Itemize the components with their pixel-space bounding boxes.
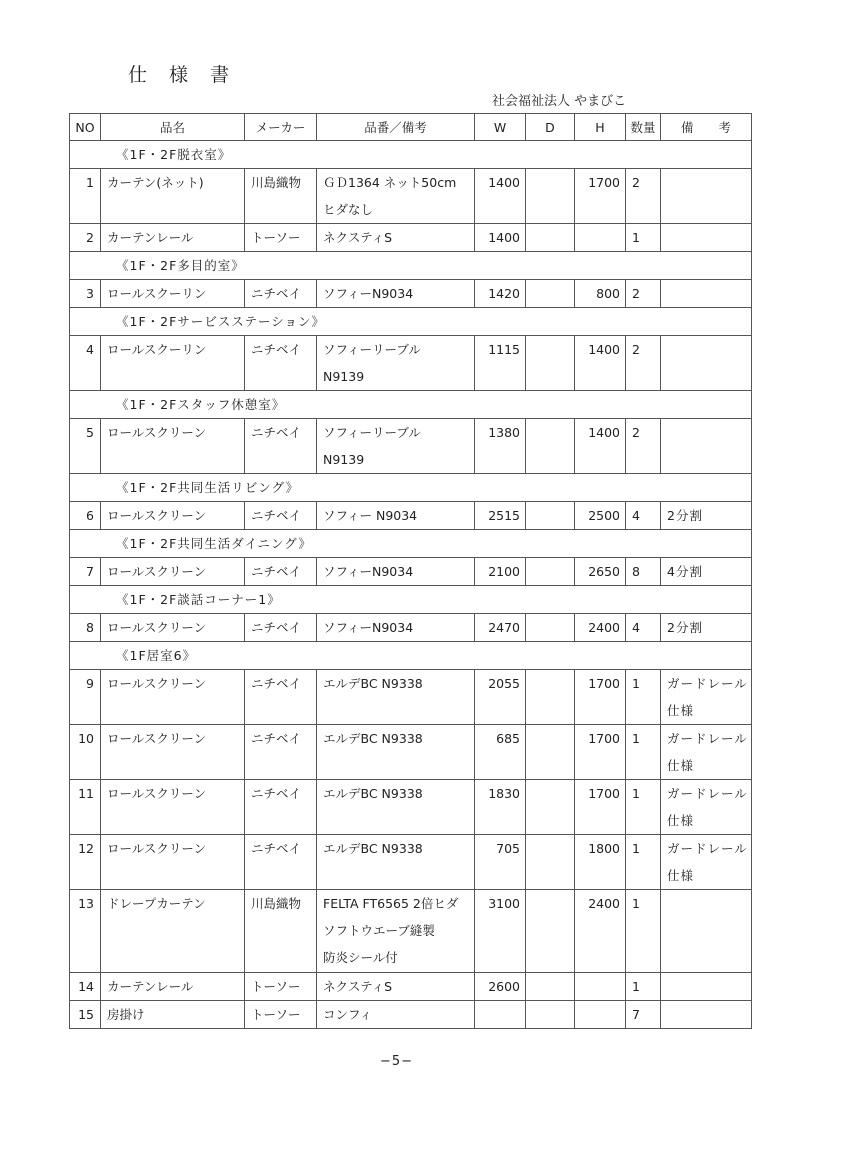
cell-part — [317, 419, 475, 474]
table-row — [70, 780, 752, 835]
header-w: W — [475, 114, 526, 141]
table-row — [70, 725, 752, 780]
cell-no: 4 — [70, 336, 101, 391]
cell-part-line: 防炎シール付 — [323, 950, 398, 965]
cell-part-line: N9139 — [323, 452, 365, 467]
cell-part-line: ネクスティS — [323, 230, 393, 245]
cell-part-line: コンフィ — [323, 1007, 373, 1022]
table-row — [70, 336, 752, 391]
table-row — [70, 502, 752, 530]
cell-no: 6 — [70, 502, 101, 530]
header-remarks: 備 考 — [661, 114, 752, 141]
cell-h: 1400 — [575, 336, 626, 391]
cell-d — [526, 725, 575, 780]
organization-name: 社会福祉法人 やまびこ — [492, 94, 627, 109]
cell-h: 1700 — [575, 725, 626, 780]
cell-name: ドレープカーテン — [101, 890, 245, 973]
cell-w: 1115 — [475, 336, 526, 391]
cell-name: ロールスクリーン — [101, 725, 245, 780]
cell-part-line: ソフィー N9034 — [323, 508, 418, 523]
cell-w: 2515 — [475, 502, 526, 530]
cell-d — [526, 419, 575, 474]
cell-no: 7 — [70, 558, 101, 586]
header-qty: 数量 — [626, 114, 661, 141]
table-row — [70, 670, 752, 725]
cell-part-line: エルデBC N9338 — [323, 731, 423, 746]
cell-remarks-line: ガードレール — [667, 841, 748, 856]
cell-maker: ニチベイ — [245, 725, 317, 780]
section-row — [70, 642, 752, 670]
cell-name: ロールスクリーン — [101, 835, 245, 890]
cell-h: 1700 — [575, 780, 626, 835]
cell-w: 705 — [475, 835, 526, 890]
header-h: H — [575, 114, 626, 141]
section-row — [70, 530, 752, 558]
cell-no: 11 — [70, 780, 101, 835]
cell-qty: 2 — [626, 169, 661, 224]
cell-name: ロールスクーリン — [101, 280, 245, 308]
section-row — [70, 391, 752, 419]
cell-name: カーテンレール — [101, 224, 245, 252]
cell-part — [317, 1001, 475, 1029]
cell-part-line: ソフィーN9034 — [323, 564, 414, 579]
cell-d — [526, 169, 575, 224]
cell-remarks-line: 仕様 — [667, 758, 695, 773]
header-no: NO — [70, 114, 101, 141]
cell-remarks — [661, 780, 752, 835]
cell-w: 1830 — [475, 780, 526, 835]
cell-maker: ニチベイ — [245, 558, 317, 586]
cell-h: 2650 — [575, 558, 626, 586]
cell-w: 2055 — [475, 670, 526, 725]
section-heading: 《1F・2F脱衣室》 — [70, 141, 752, 169]
cell-part — [317, 224, 475, 252]
cell-no: 9 — [70, 670, 101, 725]
cell-d — [526, 973, 575, 1001]
cell-remarks — [661, 835, 752, 890]
table-row — [70, 280, 752, 308]
cell-h: 1700 — [575, 670, 626, 725]
cell-maker: トーソー — [245, 973, 317, 1001]
cell-part — [317, 835, 475, 890]
cell-qty: 7 — [626, 1001, 661, 1029]
cell-h: 2400 — [575, 614, 626, 642]
spec-table — [69, 113, 752, 1029]
cell-remarks-line: ガードレール — [667, 731, 748, 746]
cell-d — [526, 224, 575, 252]
cell-qty: 4 — [626, 614, 661, 642]
table-row — [70, 169, 752, 224]
cell-remarks-line: 2分割 — [667, 620, 703, 635]
cell-no: 10 — [70, 725, 101, 780]
cell-remarks — [661, 224, 752, 252]
section-row — [70, 252, 752, 280]
table-row — [70, 419, 752, 474]
cell-d — [526, 780, 575, 835]
cell-d — [526, 614, 575, 642]
cell-qty: 1 — [626, 835, 661, 890]
cell-part — [317, 890, 475, 973]
cell-remarks-line: 仕様 — [667, 868, 695, 883]
cell-part-line: エルデBC N9338 — [323, 841, 423, 856]
cell-remarks — [661, 280, 752, 308]
cell-no: 8 — [70, 614, 101, 642]
cell-qty: 1 — [626, 890, 661, 973]
cell-maker: ニチベイ — [245, 280, 317, 308]
cell-part-line: N9139 — [323, 369, 365, 384]
cell-name: 房掛け — [101, 1001, 245, 1029]
cell-remarks — [661, 614, 752, 642]
cell-remarks — [661, 419, 752, 474]
cell-qty: 1 — [626, 973, 661, 1001]
cell-remarks — [661, 725, 752, 780]
cell-maker: ニチベイ — [245, 835, 317, 890]
cell-part — [317, 973, 475, 1001]
cell-qty: 1 — [626, 780, 661, 835]
cell-part — [317, 169, 475, 224]
cell-d — [526, 1001, 575, 1029]
cell-no: 14 — [70, 973, 101, 1001]
cell-part-line: FELTA FT6565 2倍ヒダ — [323, 896, 459, 911]
cell-part — [317, 280, 475, 308]
cell-part-line: エルデBC N9338 — [323, 676, 423, 691]
header-name: 品名 — [101, 114, 245, 141]
section-heading: 《1F・2Fサービスステーション》 — [70, 308, 752, 336]
cell-maker: ニチベイ — [245, 780, 317, 835]
cell-h — [575, 224, 626, 252]
section-row — [70, 474, 752, 502]
cell-remarks-line: 2分割 — [667, 508, 703, 523]
cell-part — [317, 725, 475, 780]
cell-remarks — [661, 1001, 752, 1029]
cell-h — [575, 973, 626, 1001]
cell-d — [526, 502, 575, 530]
section-row — [70, 141, 752, 169]
cell-w: 685 — [475, 725, 526, 780]
cell-remarks-line: ガードレール — [667, 786, 748, 801]
cell-remarks — [661, 973, 752, 1001]
cell-maker: トーソー — [245, 224, 317, 252]
cell-name: ロールスクリーン — [101, 502, 245, 530]
cell-no: 1 — [70, 169, 101, 224]
table-row — [70, 224, 752, 252]
cell-part-line: ソフィーリーブル — [323, 425, 421, 440]
table-row — [70, 558, 752, 586]
cell-maker: 川島織物 — [245, 169, 317, 224]
section-heading: 《1F・2F共同生活リビング》 — [70, 474, 752, 502]
cell-name: ロールスクリーン — [101, 670, 245, 725]
cell-maker: ニチベイ — [245, 502, 317, 530]
section-heading: 《1F・2F共同生活ダイニング》 — [70, 530, 752, 558]
cell-w: 1420 — [475, 280, 526, 308]
table-row — [70, 890, 752, 973]
cell-remarks-line: 仕様 — [667, 703, 695, 718]
cell-maker: ニチベイ — [245, 419, 317, 474]
cell-remarks — [661, 558, 752, 586]
cell-name: ロールスクリーン — [101, 614, 245, 642]
cell-maker: トーソー — [245, 1001, 317, 1029]
cell-h: 2500 — [575, 502, 626, 530]
cell-part-line: ヒダなし — [323, 202, 374, 217]
cell-maker: ニチベイ — [245, 336, 317, 391]
cell-qty: 8 — [626, 558, 661, 586]
cell-remarks — [661, 336, 752, 391]
cell-part — [317, 502, 475, 530]
cell-w: 1380 — [475, 419, 526, 474]
cell-d — [526, 890, 575, 973]
document-title: 仕様書 — [128, 64, 252, 86]
cell-remarks-line: 4分割 — [667, 564, 703, 579]
cell-name: カーテン(ネット) — [101, 169, 245, 224]
cell-part-line: エルデBC N9338 — [323, 786, 423, 801]
cell-no: 2 — [70, 224, 101, 252]
table-row — [70, 1001, 752, 1029]
cell-h — [575, 1001, 626, 1029]
header-part: 品番／備考 — [317, 114, 475, 141]
section-row — [70, 586, 752, 614]
cell-qty: 1 — [626, 725, 661, 780]
cell-w — [475, 1001, 526, 1029]
cell-maker: ニチベイ — [245, 670, 317, 725]
cell-d — [526, 670, 575, 725]
cell-w: 2470 — [475, 614, 526, 642]
cell-d — [526, 336, 575, 391]
section-heading: 《1F・2Fスタッフ休憩室》 — [70, 391, 752, 419]
cell-w: 3100 — [475, 890, 526, 973]
spec-table-body — [70, 141, 752, 1029]
header-maker: メーカー — [245, 114, 317, 141]
section-heading: 《1F居室6》 — [70, 642, 752, 670]
cell-d — [526, 835, 575, 890]
cell-d — [526, 280, 575, 308]
cell-remarks-line: 仕様 — [667, 813, 695, 828]
cell-no: 12 — [70, 835, 101, 890]
page-number: −5− — [380, 1054, 414, 1069]
cell-h: 1800 — [575, 835, 626, 890]
cell-part — [317, 780, 475, 835]
cell-d — [526, 558, 575, 586]
cell-name: ロールスクリーン — [101, 780, 245, 835]
cell-name: ロールスクリーン — [101, 558, 245, 586]
cell-part — [317, 558, 475, 586]
header-row — [70, 114, 752, 141]
cell-qty: 2 — [626, 336, 661, 391]
cell-no: 15 — [70, 1001, 101, 1029]
cell-maker: 川島織物 — [245, 890, 317, 973]
cell-qty: 4 — [626, 502, 661, 530]
cell-w: 2100 — [475, 558, 526, 586]
cell-remarks — [661, 890, 752, 973]
cell-part-line: ソフトウエーブ縫製 — [323, 923, 435, 938]
cell-w: 1400 — [475, 224, 526, 252]
cell-qty: 2 — [626, 419, 661, 474]
cell-part-line: ソフィーリーブル — [323, 342, 421, 357]
cell-w: 2600 — [475, 973, 526, 1001]
cell-part — [317, 336, 475, 391]
table-row — [70, 614, 752, 642]
cell-maker: ニチベイ — [245, 614, 317, 642]
table-row — [70, 973, 752, 1001]
cell-part — [317, 670, 475, 725]
cell-part — [317, 614, 475, 642]
cell-h: 800 — [575, 280, 626, 308]
cell-name: ロールスクーリン — [101, 336, 245, 391]
table-row — [70, 835, 752, 890]
section-heading: 《1F・2F多目的室》 — [70, 252, 752, 280]
cell-remarks-line: ガードレール — [667, 676, 748, 691]
cell-h: 2400 — [575, 890, 626, 973]
cell-qty: 1 — [626, 670, 661, 725]
section-row — [70, 308, 752, 336]
cell-name: ロールスクリーン — [101, 419, 245, 474]
section-heading: 《1F・2F談話コーナー1》 — [70, 586, 752, 614]
cell-no: 5 — [70, 419, 101, 474]
cell-remarks — [661, 502, 752, 530]
cell-part-line: ネクスティS — [323, 979, 393, 994]
cell-no: 3 — [70, 280, 101, 308]
cell-remarks — [661, 169, 752, 224]
cell-name: カーテンレール — [101, 973, 245, 1001]
cell-h: 1400 — [575, 419, 626, 474]
cell-part-line: ソフィーN9034 — [323, 286, 414, 301]
header-d: D — [526, 114, 575, 141]
cell-w: 1400 — [475, 169, 526, 224]
cell-remarks — [661, 670, 752, 725]
cell-qty: 2 — [626, 280, 661, 308]
cell-no: 13 — [70, 890, 101, 973]
cell-part-line: ソフィーN9034 — [323, 620, 414, 635]
cell-h: 1700 — [575, 169, 626, 224]
cell-part-line: ＧＤ1364 ネット50cm — [323, 175, 457, 190]
cell-qty: 1 — [626, 224, 661, 252]
